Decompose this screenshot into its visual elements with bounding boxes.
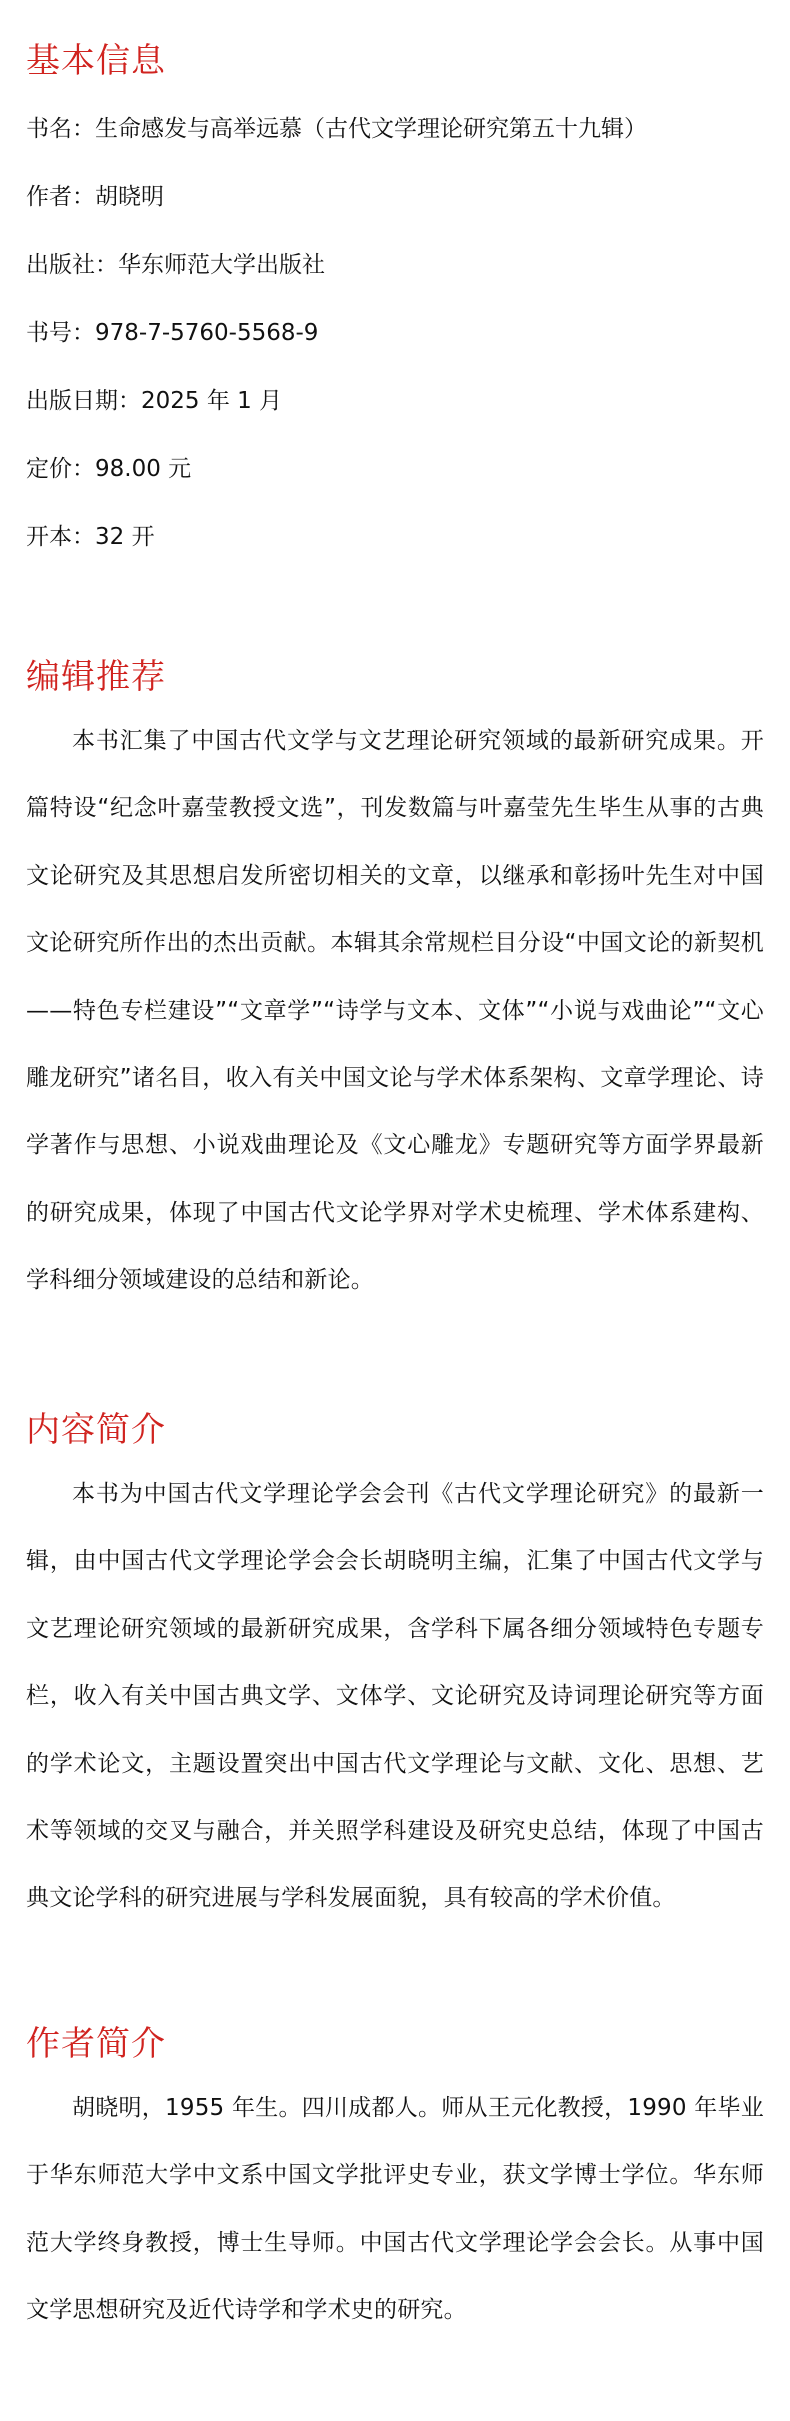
info-price: 定价：98.00 元 <box>26 456 192 482</box>
author-intro-heading: 作者简介 <box>26 2024 166 2064</box>
info-publisher: 出版社：华东师范大学出版社 <box>26 252 325 278</box>
content-intro-heading: 内容简介 <box>26 1410 166 1450</box>
info-isbn: 书号：978-7-5760-5568-9 <box>26 320 319 346</box>
editor-recommendation-text: 本书汇集了中国古代文学与文艺理论研究领域的最新研究成果。开篇特设“纪念叶嘉莹教授文选”，刊发数篇与叶嘉莹先生毕生从事的古典文论研究及其思想启发所密切相关的文章，以继承和彰扬叶先生对中国文论研究所作出的杰出贡献。本辑其余常规栏目分设“中国文论的新契机——特色专栏建设”“文章学”“诗学与文本、文体”“小说与戏曲论”“文心雕龙研究”诸名目，收入有关中国文论与学术体系架构、文章学理论、诗学著作与思想、小说戏曲理论及《文心雕龙》专题研究等方面学界最新的研究成果，体现了中国古代文论学界对学术史梳理、学术体系建构、学科细分领域建设的总结和新论。 <box>26 728 764 1294</box>
info-publish-date: 出版日期：2025 年 1 月 <box>26 388 283 414</box>
info-book-title: 书名：生命感发与高举远慕（古代文学理论研究第五十九辑） <box>26 116 647 142</box>
author-intro-text: 胡晓明，1955 年生。四川成都人。师从王元化教授，1990 年毕业于华东师范大学中文系中国文学批评史专业，获文学博士学位。华东师范大学终身教授，博士生导师。中国古代文学理论学会会长。从事中国文学思想研究及近代诗学和学术史的研究。 <box>26 2095 764 2324</box>
editor-recommendation-heading: 编辑推荐 <box>26 657 166 697</box>
info-author: 作者：胡晓明 <box>26 184 164 210</box>
content-intro-text: 本书为中国古代文学理论学会会刊《古代文学理论研究》的最新一辑，由中国古代文学理论学会会长胡晓明主编，汇集了中国古代文学与文艺理论研究领域的最新研究成果，含学科下属各细分领域特色专题专栏，收入有关中国古典文学、文体学、文论研究及诗词理论研究等方面的学术论文，主题设置突出中国古代文学理论与文献、文化、思想、艺术等领域的交叉与融合，并关照学科建设及研究史总结，体现了中国古典文论学科的研究进展与学科发展面貌，具有较高的学术价值。 <box>26 1481 764 1912</box>
basic-info-heading: 基本信息 <box>26 41 166 81</box>
info-format: 开本：32 开 <box>26 524 155 550</box>
